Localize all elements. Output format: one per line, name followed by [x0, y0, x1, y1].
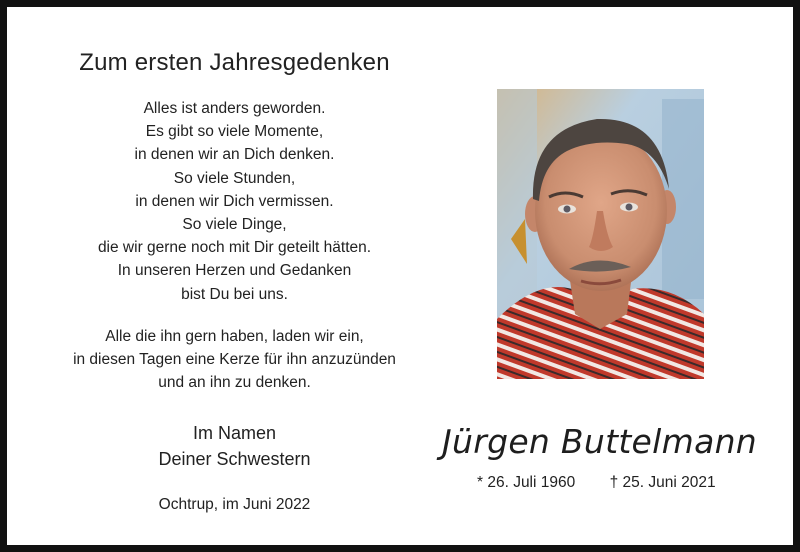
poem-line: Alles ist anders geworden.: [143, 100, 326, 117]
portrait-photo: [497, 89, 704, 379]
poem-line: in denen wir an Dich denken.: [134, 146, 335, 164]
deceased-name: Jürgen Buttelmann: [441, 422, 758, 461]
poem-line: in denen wir Dich vermissen.: [135, 192, 334, 210]
poem-line: So viele Stunden,: [173, 169, 296, 187]
poem-line: bist Du bei uns.: [181, 285, 288, 303]
poem-line: In unseren Herzen und Gedanken: [117, 262, 352, 280]
poem-line: So viele Dinge,: [182, 216, 287, 234]
invitation-line: Alle die ihn gern haben, laden wir ein,: [105, 328, 364, 345]
death-date: † 25. Juni 2021: [609, 474, 716, 491]
birth-date: * 26. Juli 1960: [477, 474, 576, 491]
signature-line: Deiner Schwestern: [158, 449, 311, 469]
invitation-line: und an ihn zu denken.: [158, 374, 311, 392]
place-date: Ochtrup, im Juni 2022: [158, 496, 311, 513]
poem-line: Es gibt so viele Momente,: [145, 123, 324, 141]
invitation-text: [7, 325, 462, 395]
life-dates: [477, 474, 716, 492]
memorial-heading: Zum ersten Jahresgedenken: [79, 49, 390, 76]
memorial-poem: [7, 97, 462, 306]
signature-line: Im Namen: [192, 423, 277, 443]
poem-line: die wir gerne noch mit Dir geteilt hätten.: [97, 239, 372, 257]
portrait-illustration: [497, 89, 704, 379]
signature-block: [7, 420, 462, 472]
invitation-line: in diesen Tagen eine Kerze für ihn anzuzünden: [73, 351, 396, 369]
